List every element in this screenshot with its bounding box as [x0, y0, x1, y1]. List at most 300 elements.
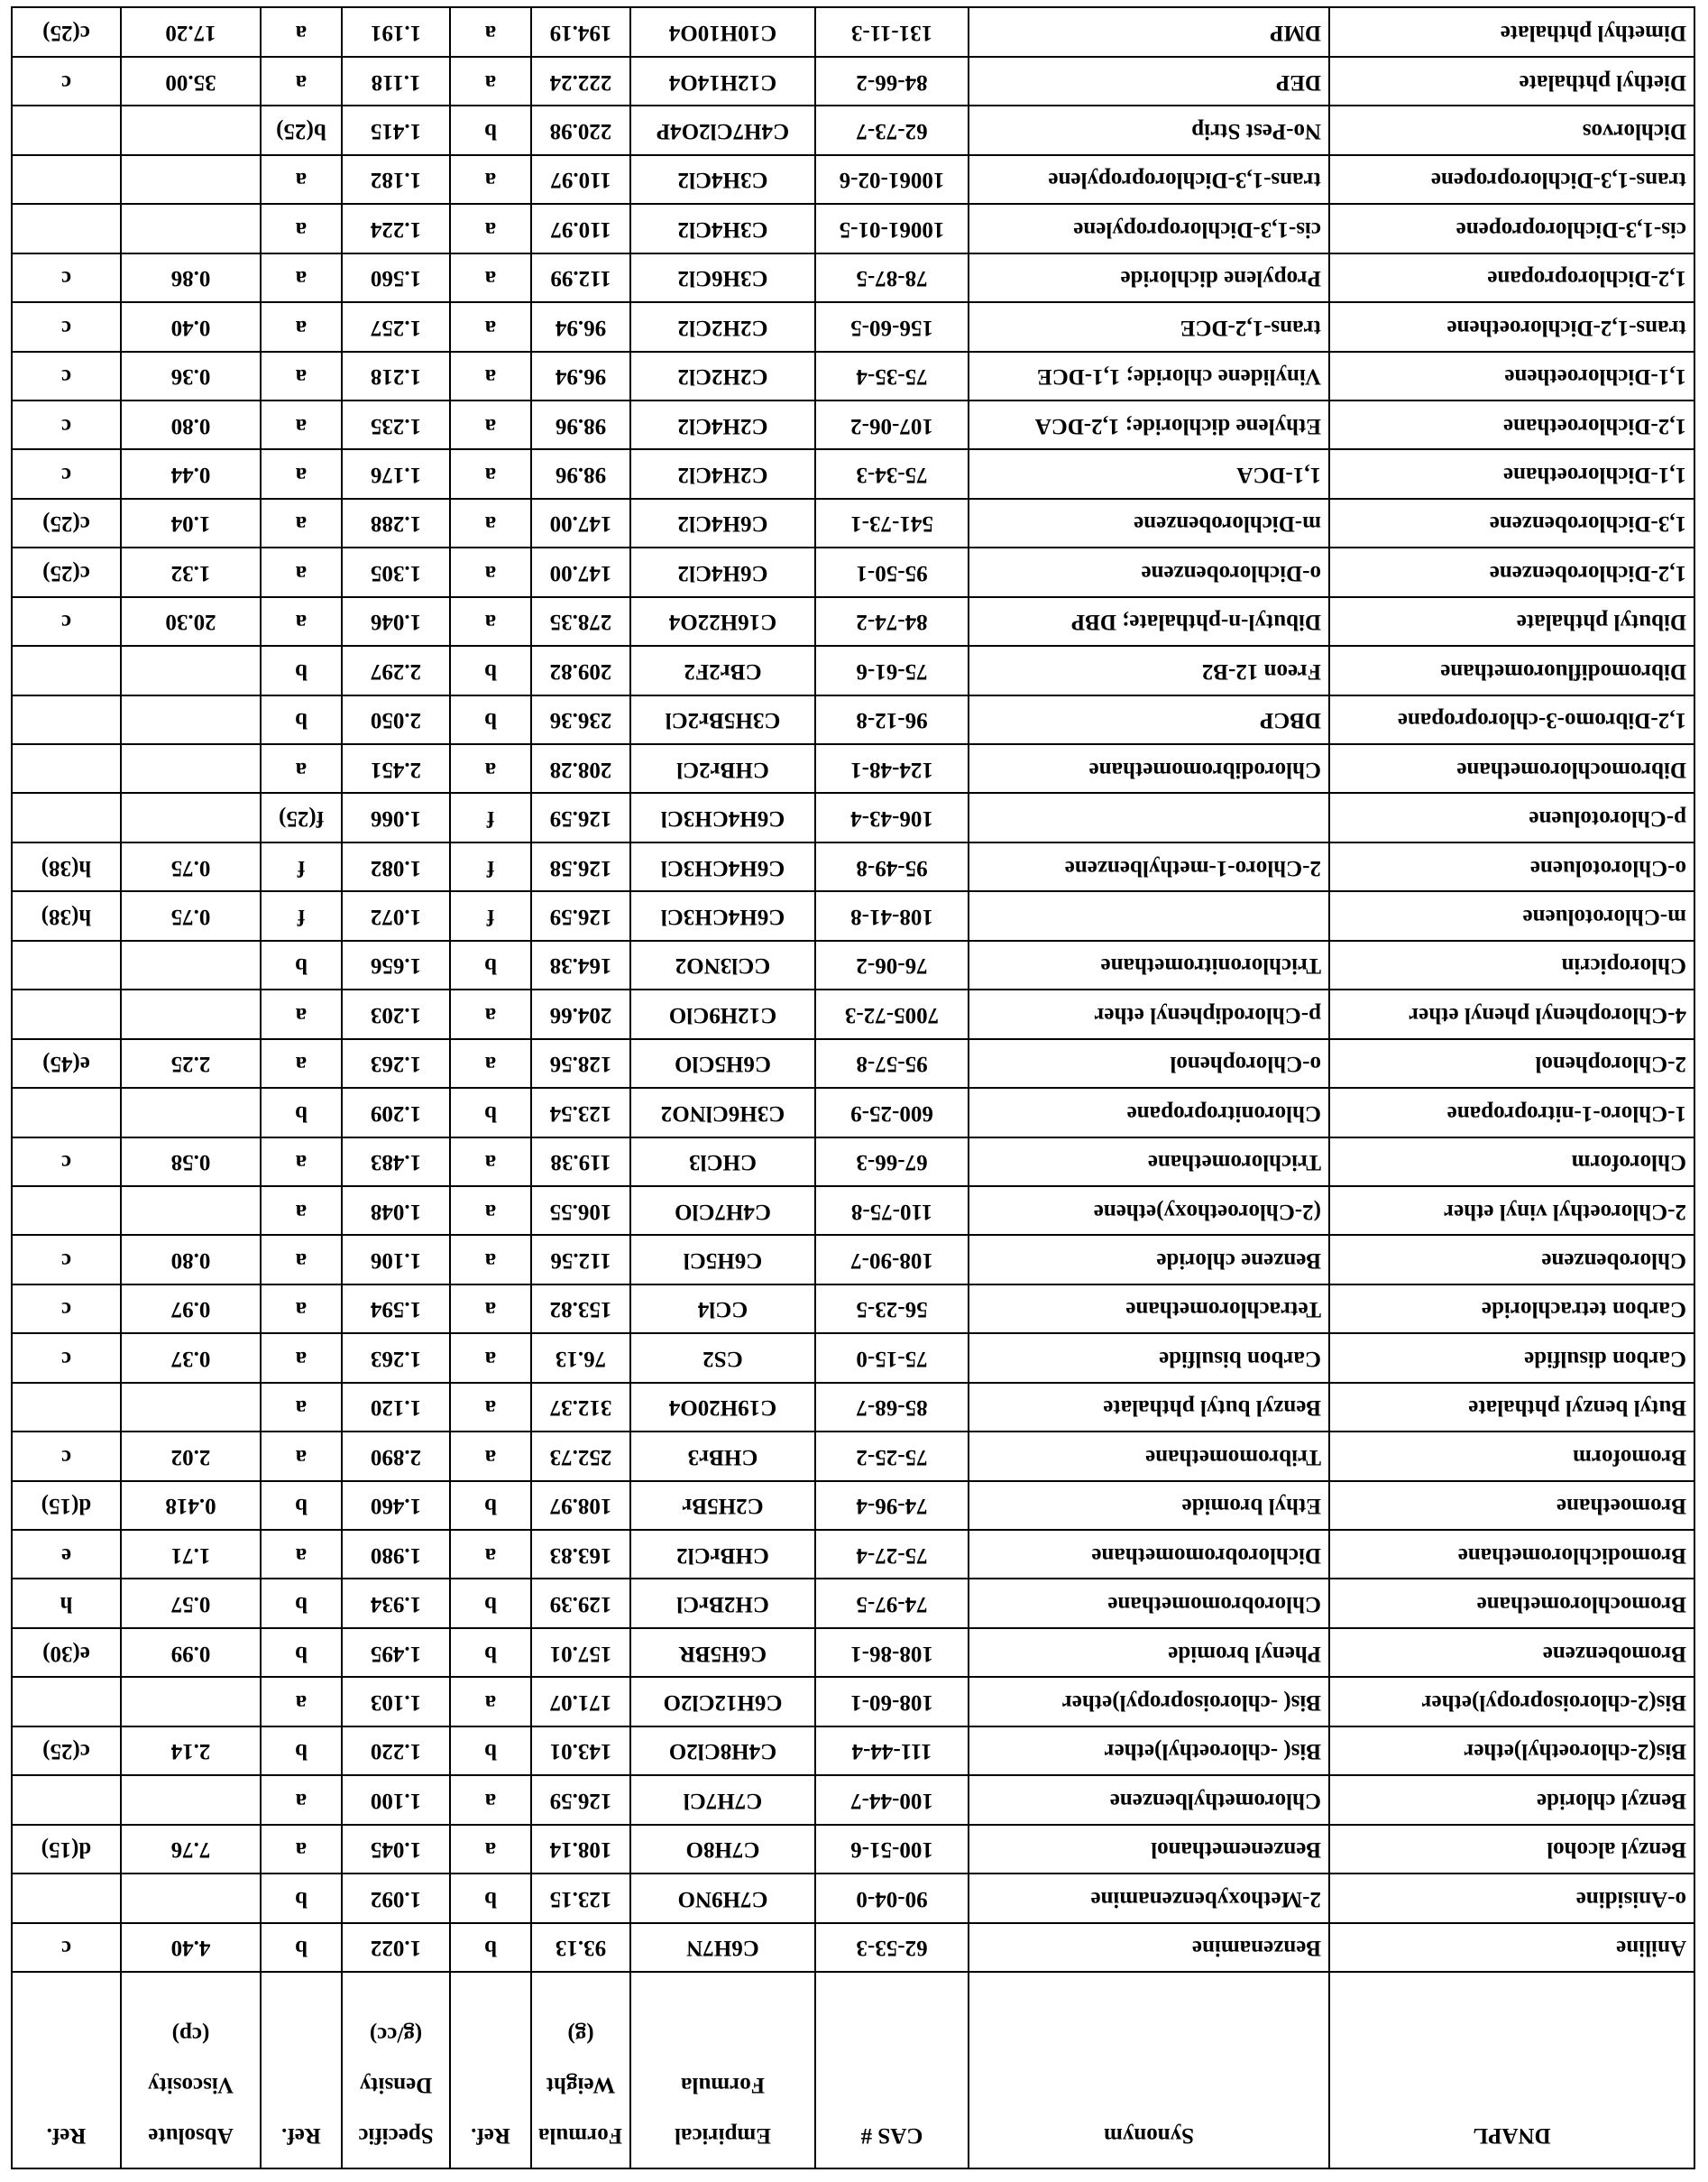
cell-ref1: b [450, 695, 531, 744]
cell-ref3 [12, 1874, 121, 1922]
cell-formula: C6H5BR [630, 1628, 815, 1677]
column-header-line: Ref. [471, 2123, 510, 2148]
cell-cas: 75-15-0 [815, 1333, 969, 1382]
cell-synonym: No-Pest Strip [969, 106, 1329, 154]
cell-synonym: o-Dichlorobenzene [969, 548, 1329, 596]
cell-formula: CCl4 [630, 1284, 815, 1333]
cell-density: 1.483 [342, 1137, 450, 1186]
cell-synonym: Trichloronitromethane [969, 941, 1329, 990]
cell-density: 1.100 [342, 1775, 450, 1824]
cell-ref3: c [12, 1432, 121, 1480]
cell-formula: CH2BrCl [630, 1579, 815, 1628]
cell-weight: 76.13 [531, 1333, 630, 1382]
table-row [12, 499, 1694, 548]
table-row [12, 7, 1694, 57]
cell-ref1: b [450, 646, 531, 695]
cell-viscosity [121, 1677, 261, 1726]
cell-ref3: e [12, 1530, 121, 1579]
cell-ref3: h(38) [12, 891, 121, 940]
cell-ref2: a [261, 1530, 342, 1579]
cell-cas: 111-44-4 [815, 1726, 969, 1775]
cell-viscosity: 0.75 [121, 891, 261, 940]
cell-density: 2.297 [342, 646, 450, 695]
column-header-line: Ref. [281, 2123, 321, 2148]
cell-synonym: Chlorobromomethane [969, 1579, 1329, 1628]
cell-synonym: Ethyl bromide [969, 1481, 1329, 1530]
cell-ref1: a [450, 1825, 531, 1874]
column-header-line: Formula [537, 2123, 622, 2148]
cell-formula: C2H5Br [630, 1481, 815, 1530]
table-row [12, 1137, 1694, 1186]
cell-ref1: a [450, 744, 531, 793]
cell-weight: 126.59 [531, 891, 630, 940]
cell-viscosity: 0.44 [121, 449, 261, 498]
cell-density: 1.235 [342, 400, 450, 449]
cell-formula: C16H22O4 [630, 597, 815, 646]
column-header-synonym [969, 1972, 1329, 2168]
cell-weight: 208.28 [531, 744, 630, 793]
cell-weight: 126.59 [531, 794, 630, 842]
cell-weight: 164.38 [531, 941, 630, 990]
cell-weight: 96.94 [531, 302, 630, 351]
cell-ref1: a [450, 253, 531, 302]
cell-formula: C3H6ClNO2 [630, 1088, 815, 1137]
header-row [12, 1972, 1694, 2168]
cell-viscosity: 0.57 [121, 1579, 261, 1628]
table-row [12, 1923, 1694, 1972]
cell-density: 1.118 [342, 57, 450, 106]
cell-weight: 126.59 [531, 1775, 630, 1824]
cell-density: 1.263 [342, 1333, 450, 1382]
cell-density: 2.890 [342, 1432, 450, 1480]
cell-ref1: b [450, 1726, 531, 1775]
cell-ref2: a [261, 597, 342, 646]
cell-cas: 85-68-7 [815, 1383, 969, 1432]
table-row [12, 1039, 1694, 1088]
cell-ref2: a [261, 352, 342, 400]
cell-dnapl: Carbon disulfide [1329, 1333, 1694, 1382]
cell-cas: 10061-01-5 [815, 204, 969, 253]
cell-weight: 194.19 [531, 7, 630, 57]
cell-synonym: m-Dichlorobenzene [969, 499, 1329, 548]
cell-density: 1.209 [342, 1088, 450, 1137]
cell-weight: 163.83 [531, 1530, 630, 1579]
column-header-line: (g/cc) [369, 2022, 423, 2047]
cell-formula: C6H4CH3Cl [630, 891, 815, 940]
cell-ref2: b [261, 1628, 342, 1677]
cell-ref2: b [261, 1579, 342, 1628]
cell-ref3 [12, 744, 121, 793]
table-body [12, 7, 1694, 1972]
column-header-cas [815, 1972, 969, 2168]
cell-density: 1.066 [342, 794, 450, 842]
table-row [12, 1088, 1694, 1137]
cell-ref3: c [12, 253, 121, 302]
cell-dnapl: Bromochloromethane [1329, 1579, 1694, 1628]
cell-viscosity: 0.36 [121, 352, 261, 400]
cell-ref2: a [261, 204, 342, 253]
cell-formula: CBr2F2 [630, 646, 815, 695]
cell-dnapl: 1,2-Dichloropropane [1329, 253, 1694, 302]
cell-weight: 222.24 [531, 57, 630, 106]
cell-weight: 123.15 [531, 1874, 630, 1922]
cell-ref3 [12, 204, 121, 253]
cell-formula: CHBrCl2 [630, 1530, 815, 1579]
cell-dnapl: trans-1,3-Dichloropropene [1329, 155, 1694, 204]
cell-formula: C12H9ClO [630, 990, 815, 1038]
cell-viscosity [121, 990, 261, 1038]
cell-synonym: trans-1,3-Dichloropropylene [969, 155, 1329, 204]
cell-cas: 96-12-8 [815, 695, 969, 744]
cell-weight: 236.36 [531, 695, 630, 744]
cell-viscosity [121, 1186, 261, 1235]
cell-cas: 131-11-3 [815, 7, 969, 57]
cell-ref1: a [450, 1333, 531, 1382]
column-header-line: Specific [358, 2123, 434, 2148]
cell-viscosity: 1.32 [121, 548, 261, 596]
cell-density: 1.220 [342, 1726, 450, 1775]
cell-formula: C4H7Cl2O4P [630, 106, 815, 154]
cell-ref3: d(15) [12, 1481, 121, 1530]
table-row [12, 106, 1694, 154]
table-row [12, 1579, 1694, 1628]
cell-weight: 129.39 [531, 1579, 630, 1628]
cell-dnapl: Butyl benzyl phthalate [1329, 1383, 1694, 1432]
cell-cas: 75-35-4 [815, 352, 969, 400]
cell-formula: C6H5ClO [630, 1039, 815, 1088]
cell-ref1: a [450, 1186, 531, 1235]
cell-cas: 108-41-8 [815, 891, 969, 940]
cell-cas: 95-57-8 [815, 1039, 969, 1088]
cell-viscosity: 1.71 [121, 1530, 261, 1579]
table-row [12, 695, 1694, 744]
cell-formula: C2H4Cl2 [630, 400, 815, 449]
cell-ref3: c(25) [12, 1726, 121, 1775]
cell-ref1: a [450, 204, 531, 253]
cell-viscosity: 0.97 [121, 1284, 261, 1333]
cell-cas: 75-25-2 [815, 1432, 969, 1480]
cell-formula: C19H20O4 [630, 1383, 815, 1432]
cell-ref2: b [261, 646, 342, 695]
cell-weight: 108.97 [531, 1481, 630, 1530]
cell-synonym: Dichlorobromomethane [969, 1530, 1329, 1579]
cell-viscosity: 2.14 [121, 1726, 261, 1775]
cell-ref3: c [12, 302, 121, 351]
cell-ref3 [12, 794, 121, 842]
cell-viscosity [121, 204, 261, 253]
cell-density: 1.106 [342, 1235, 450, 1284]
cell-viscosity: 0.80 [121, 400, 261, 449]
cell-synonym: 2-Chloro-1-methylbenzene [969, 842, 1329, 891]
cell-cas: 124-48-1 [815, 744, 969, 793]
cell-density: 2.050 [342, 695, 450, 744]
cell-dnapl: Benzyl chloride [1329, 1775, 1694, 1824]
cell-synonym: Ethylene dichloride; 1,2-DCA [969, 400, 1329, 449]
cell-weight: 312.37 [531, 1383, 630, 1432]
cell-ref1: a [450, 400, 531, 449]
cell-synonym: 1,1-DCA [969, 449, 1329, 498]
cell-weight: 123.54 [531, 1088, 630, 1137]
table-row [12, 941, 1694, 990]
table-row [12, 57, 1694, 106]
cell-ref3: c(25) [12, 499, 121, 548]
cell-formula: C7H8O [630, 1825, 815, 1874]
cell-viscosity: 0.75 [121, 842, 261, 891]
cell-dnapl: Chloroform [1329, 1137, 1694, 1186]
cell-weight: 252.73 [531, 1432, 630, 1480]
cell-formula: CS2 [630, 1333, 815, 1382]
cell-density: 1.224 [342, 204, 450, 253]
cell-weight: 98.96 [531, 449, 630, 498]
table-header [12, 1972, 1694, 2168]
cell-ref2: b [261, 695, 342, 744]
cell-formula: C6H4CH3Cl [630, 794, 815, 842]
cell-cas: 84-74-2 [815, 597, 969, 646]
cell-cas: 106-43-4 [815, 794, 969, 842]
cell-ref2: a [261, 548, 342, 596]
cell-viscosity: 0.86 [121, 253, 261, 302]
cell-dnapl: Bromoform [1329, 1432, 1694, 1480]
cell-weight: 108.14 [531, 1825, 630, 1874]
cell-density: 1.594 [342, 1284, 450, 1333]
cell-viscosity: 0.37 [121, 1333, 261, 1382]
table-row [12, 1432, 1694, 1480]
cell-synonym: trans-1,2-DCE [969, 302, 1329, 351]
cell-dnapl: Benzyl alcohol [1329, 1825, 1694, 1874]
cell-cas: 78-87-5 [815, 253, 969, 302]
cell-formula: CCl3NO2 [630, 941, 815, 990]
cell-weight: 119.38 [531, 1137, 630, 1186]
cell-ref3 [12, 1383, 121, 1432]
cell-viscosity: 2.02 [121, 1432, 261, 1480]
table-row [12, 1628, 1694, 1677]
cell-ref2: a [261, 1333, 342, 1382]
cell-ref2: a [261, 1039, 342, 1088]
cell-dnapl: Aniline [1329, 1923, 1694, 1972]
cell-ref3 [12, 155, 121, 204]
cell-synonym: p-Chlorodiphenyl ether [969, 990, 1329, 1038]
cell-ref2: b [261, 1874, 342, 1922]
cell-ref1: b [450, 1628, 531, 1677]
cell-ref2: a [261, 449, 342, 498]
cell-ref1: a [450, 352, 531, 400]
cell-ref1: f [450, 794, 531, 842]
column-header-formula [630, 1972, 815, 2168]
cell-ref2: b [261, 1923, 342, 1972]
cell-synonym: Chloronitropropane [969, 1088, 1329, 1137]
cell-dnapl: m-Chlorotoluene [1329, 891, 1694, 940]
cell-density: 1.120 [342, 1383, 450, 1432]
cell-synonym: Chlorodibromomethane [969, 744, 1329, 793]
cell-weight: 157.01 [531, 1628, 630, 1677]
cell-synonym: Freon 12-B2 [969, 646, 1329, 695]
cell-formula: C6H4Cl2 [630, 499, 815, 548]
cell-ref2: b [261, 1726, 342, 1775]
cell-formula: C10H10O4 [630, 7, 815, 57]
cell-weight: 204.66 [531, 990, 630, 1038]
cell-ref2: a [261, 155, 342, 204]
cell-ref3: c [12, 1923, 121, 1972]
cell-ref3: c [12, 1284, 121, 1333]
cell-ref2: f [261, 842, 342, 891]
cell-ref3: c [12, 1333, 121, 1382]
cell-formula: CHBr2Cl [630, 744, 815, 793]
cell-synonym: Dibutyl-n-phthalate; DBP [969, 597, 1329, 646]
cell-weight: 98.96 [531, 400, 630, 449]
cell-viscosity: 0.418 [121, 1481, 261, 1530]
cell-viscosity [121, 695, 261, 744]
cell-ref1: a [450, 155, 531, 204]
cell-weight: 106.55 [531, 1186, 630, 1235]
cell-viscosity: 0.40 [121, 302, 261, 351]
cell-dnapl: 1,2-Dichlorobenzene [1329, 548, 1694, 596]
cell-dnapl: Chloropicrin [1329, 941, 1694, 990]
cell-dnapl: o-Chlorotoluene [1329, 842, 1694, 891]
cell-ref2: a [261, 990, 342, 1038]
cell-ref2: b [261, 1481, 342, 1530]
cell-weight: 171.07 [531, 1677, 630, 1726]
cell-dnapl: Diethyl phthalate [1329, 57, 1694, 106]
cell-ref1: b [450, 1088, 531, 1137]
cell-viscosity [121, 106, 261, 154]
cell-synonym: DMP [969, 7, 1329, 57]
cell-ref3 [12, 1677, 121, 1726]
cell-ref2: a [261, 1284, 342, 1333]
cell-ref2: a [261, 1235, 342, 1284]
cell-ref1: f [450, 842, 531, 891]
cell-cas: 56-23-5 [815, 1284, 969, 1333]
cell-weight: 209.82 [531, 646, 630, 695]
cell-viscosity: 2.25 [121, 1039, 261, 1088]
cell-density: 1.046 [342, 597, 450, 646]
cell-synonym [969, 794, 1329, 842]
cell-weight: 112.99 [531, 253, 630, 302]
cell-viscosity [121, 646, 261, 695]
table-row [12, 1825, 1694, 1874]
cell-cas: 95-50-1 [815, 548, 969, 596]
cell-ref2: a [261, 1186, 342, 1235]
cell-synonym: Carbon bisulfide [969, 1333, 1329, 1382]
cell-density: 1.934 [342, 1579, 450, 1628]
cell-cas: 62-53-3 [815, 1923, 969, 1972]
table-row [12, 1284, 1694, 1333]
cell-cas: 76-06-2 [815, 941, 969, 990]
cell-synonym: Vinylidene chloride; 1,1-DCE [969, 352, 1329, 400]
cell-viscosity: 20.30 [121, 597, 261, 646]
cell-formula: C3H4Cl2 [630, 204, 815, 253]
cell-viscosity: 7.76 [121, 1825, 261, 1874]
cell-synonym: (2-Chloroethoxy)ethene [969, 1186, 1329, 1235]
cell-cas: 7005-72-3 [815, 990, 969, 1038]
cell-synonym: Trichloromethane [969, 1137, 1329, 1186]
cell-ref3 [12, 941, 121, 990]
cell-ref1: a [450, 1235, 531, 1284]
cell-ref3: c [12, 400, 121, 449]
column-header-line: Weight [546, 2073, 616, 2097]
column-header-line: Absolute [148, 2123, 234, 2148]
cell-density: 1.182 [342, 155, 450, 204]
cell-cas: 84-66-2 [815, 57, 969, 106]
table-row [12, 744, 1694, 793]
cell-ref3: c [12, 1235, 121, 1284]
cell-dnapl: 2-Chlorophenol [1329, 1039, 1694, 1088]
cell-cas: 75-61-6 [815, 646, 969, 695]
cell-ref1: a [450, 1137, 531, 1186]
cell-ref2: a [261, 1383, 342, 1432]
table-row [12, 204, 1694, 253]
cell-cas: 62-73-7 [815, 106, 969, 154]
column-header-line: Empirical [675, 2123, 771, 2148]
cell-formula: CHCl3 [630, 1137, 815, 1186]
cell-ref1: a [450, 1039, 531, 1088]
column-header-viscosity [121, 1972, 261, 2168]
cell-ref3: c [12, 1137, 121, 1186]
cell-ref3: c(25) [12, 548, 121, 596]
cell-ref1: b [450, 106, 531, 154]
cell-formula: C6H12Cl2O [630, 1677, 815, 1726]
cell-viscosity [121, 1775, 261, 1824]
cell-formula: C7H7Cl [630, 1775, 815, 1824]
cell-density: 1.415 [342, 106, 450, 154]
cell-formula: C7H9NO [630, 1874, 815, 1922]
cell-viscosity: 0.99 [121, 1628, 261, 1677]
column-header-density [342, 1972, 450, 2168]
cell-dnapl: Chlorobenzene [1329, 1235, 1694, 1284]
cell-cas: 108-60-1 [815, 1677, 969, 1726]
table-row [12, 1333, 1694, 1382]
cell-formula: C12H14O4 [630, 57, 815, 106]
cell-dnapl: Bromobenzene [1329, 1628, 1694, 1677]
cell-cas: 100-51-6 [815, 1825, 969, 1874]
cell-synonym: Benzenemethanol [969, 1825, 1329, 1874]
cell-viscosity: 1.04 [121, 499, 261, 548]
cell-dnapl: cis-1,3-Dichloropropene [1329, 204, 1694, 253]
table-row [12, 1726, 1694, 1775]
cell-density: 1.305 [342, 548, 450, 596]
cell-dnapl: 1,2-Dibromo-3-chloropropane [1329, 695, 1694, 744]
cell-synonym: Benzenamine [969, 1923, 1329, 1972]
table-row [12, 646, 1694, 695]
cell-formula: CHBr3 [630, 1432, 815, 1480]
table-row [12, 352, 1694, 400]
column-header-line: Synonym [1103, 2123, 1195, 2148]
cell-ref1: b [450, 1579, 531, 1628]
cell-synonym: Bis( -chloroisopropyl)ether [969, 1677, 1329, 1726]
cell-dnapl: Carbon tetrachloride [1329, 1284, 1694, 1333]
cell-ref2: f(25) [261, 794, 342, 842]
column-header-line: CAS # [860, 2123, 923, 2148]
cell-ref2: b(25) [261, 106, 342, 154]
table-row [12, 1874, 1694, 1922]
cell-ref1: a [450, 499, 531, 548]
cell-weight: 110.97 [531, 155, 630, 204]
cell-ref2: a [261, 57, 342, 106]
cell-synonym: Phenyl bromide [969, 1628, 1329, 1677]
table-row [12, 842, 1694, 891]
cell-dnapl: 1,1-Dichloroethene [1329, 352, 1694, 400]
cell-synonym: DBCP [969, 695, 1329, 744]
column-header-line: (cp) [171, 2022, 210, 2047]
cell-formula: C3H6Cl2 [630, 253, 815, 302]
column-header-weight [531, 1972, 630, 2168]
cell-dnapl: Bromodichloromethane [1329, 1530, 1694, 1579]
cell-viscosity [121, 941, 261, 990]
cell-density: 1.656 [342, 941, 450, 990]
cell-ref3: e(45) [12, 1039, 121, 1088]
table-row [12, 597, 1694, 646]
cell-density: 1.263 [342, 1039, 450, 1088]
cell-formula: C3H4Cl2 [630, 155, 815, 204]
